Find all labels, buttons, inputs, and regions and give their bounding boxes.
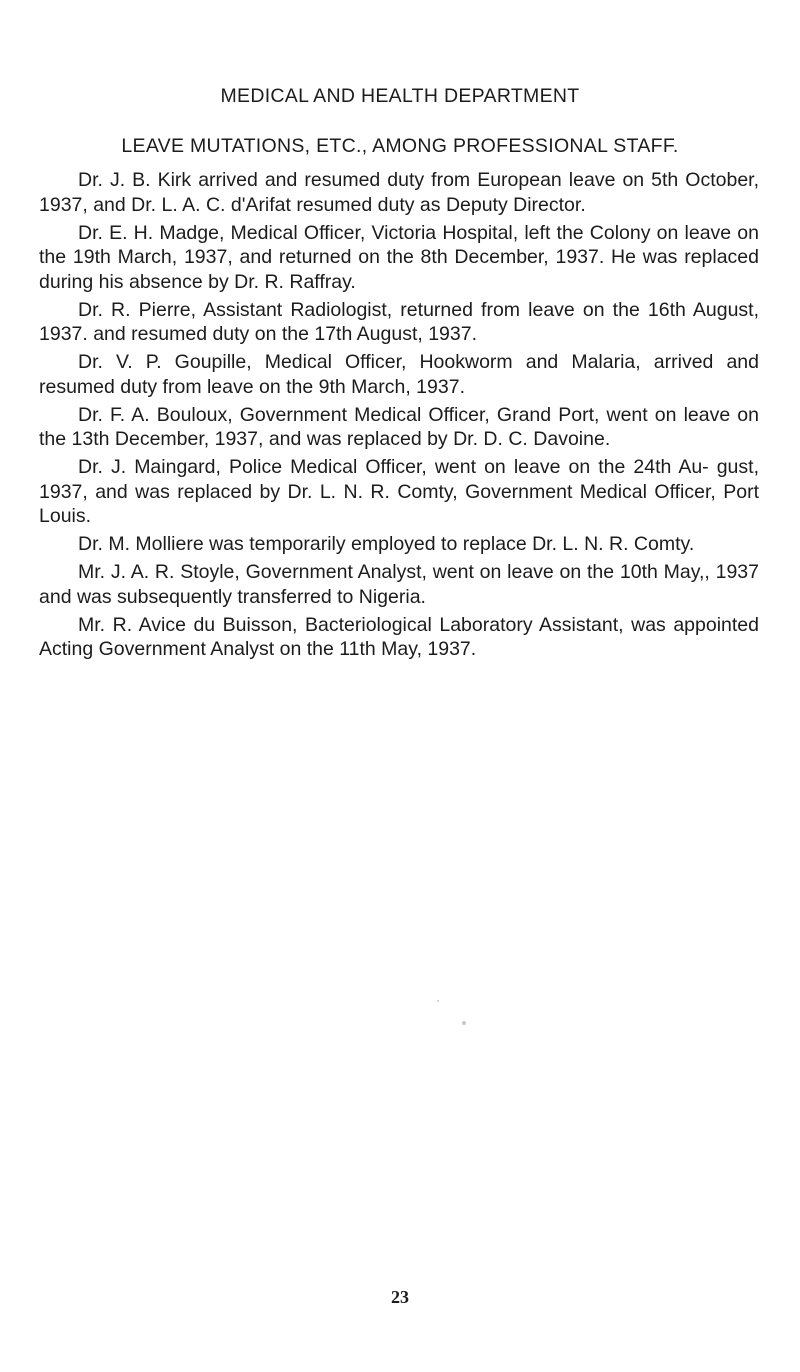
- scan-speck: [462, 1021, 466, 1025]
- department-heading: MEDICAL AND HEALTH DEPARTMENT: [220, 85, 580, 107]
- scan-speck: [437, 1000, 439, 1002]
- paragraph-madge: Dr. E. H. Madge, Medical Officer, Victoria Hospital, left the Colony on leave on the 19th March, 1937, and returned on the 8th December, 1937. He was replaced during his absence by Dr. R. Raffray.: [39, 221, 759, 293]
- section-title: LEAVE MUTATIONS, ETC., AMONG PROFESSIONAL STAFF.: [121, 135, 679, 157]
- paragraph-avice: Mr. R. Avice du Buisson, Bacteriological Laboratory Assistant, was appointed Acting Government Analyst on the 11th May, 1937.: [39, 613, 759, 660]
- body-text: [39, 168, 759, 665]
- paragraph-bouloux: Dr. F. A. Bouloux, Government Medical Officer, Grand Port, went on leave on the 13th December, 1937, and was replaced by Dr. D. C. Davoine.: [39, 403, 759, 450]
- paragraph-pierre: Dr. R. Pierre, Assistant Radiologist, returned from leave on the 16th August, 1937. and resumed duty on the 17th August, 1937.: [39, 298, 759, 345]
- page-number: 23: [391, 1287, 409, 1307]
- paragraph-stoyle: Mr. J. A. R. Stoyle, Government Analyst, went on leave on the 10th May,, 1937 and was subsequently transferred to Nigeria.: [39, 561, 759, 608]
- paragraph-kirk: Dr. J. B. Kirk arrived and resumed duty from European leave on 5th October, 1937, and Dr. L. A. C. d'Arifat resumed duty as Deputy Director.: [39, 169, 759, 216]
- paragraph-molliere: Dr. M. Molliere was temporarily employed to replace Dr. L. N. R. Comty.: [78, 533, 695, 555]
- paragraph-goupille: Dr. V. P. Goupille, Medical Officer, Hookworm and Malaria, arrived and resumed duty from leave on the 9th March, 1937.: [39, 351, 759, 398]
- paragraph-maingard: Dr. J. Maingard, Police Medical Officer, went on leave on the 24th Au- gust, 1937, and was replaced by Dr. L. N. R. Comty, Government Medical Officer, Port Louis.: [39, 456, 759, 527]
